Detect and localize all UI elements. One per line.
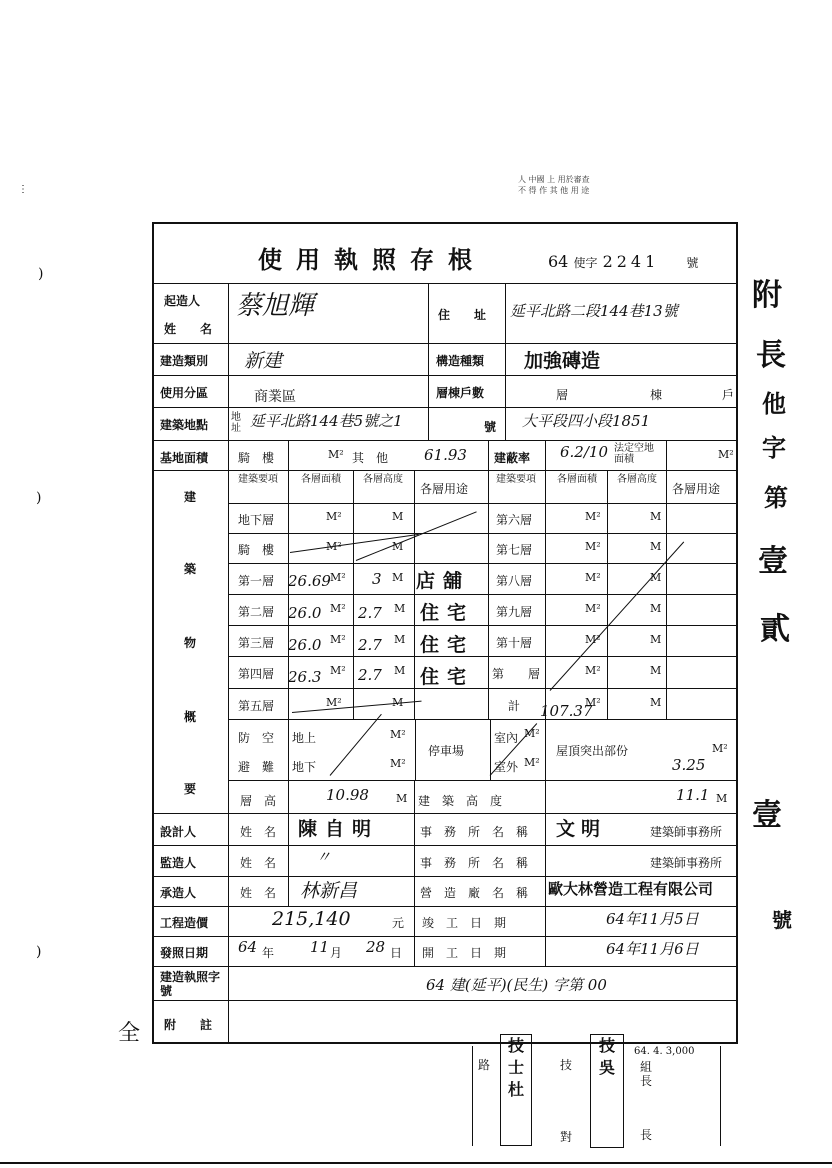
unit-m2: M² xyxy=(585,510,601,523)
unit-m2: M² xyxy=(330,633,346,646)
grid-line xyxy=(152,966,738,967)
unit-m2: M² xyxy=(390,757,406,770)
label-tech: 技 xyxy=(560,1058,573,1072)
grid-line xyxy=(152,845,738,846)
grid-line xyxy=(152,343,738,344)
architect-office-1: 建築師事務所 xyxy=(650,825,723,839)
row-f1: 第一層 xyxy=(238,574,275,588)
side-char-3: 他 xyxy=(762,389,786,418)
arcade-label: 騎 樓 xyxy=(238,451,275,465)
architect-office-2: 建築師事務所 xyxy=(650,856,723,870)
permit-year: 64 xyxy=(548,252,569,271)
grid-line xyxy=(228,283,229,1044)
unit-m2: M² xyxy=(330,571,346,584)
building-height-value: 11.1 xyxy=(676,786,710,804)
approval-stamp-2 xyxy=(590,1034,624,1148)
supervisor-name: 〃 xyxy=(316,848,332,866)
section-char-1: 建 xyxy=(184,490,197,504)
grid-line xyxy=(152,470,738,471)
grid-line xyxy=(228,688,738,689)
yuan-label: 元 xyxy=(392,916,405,930)
applicant-label: 起造人 xyxy=(164,294,201,308)
coverage-label: 建蔽率 xyxy=(494,451,531,465)
stamp-4-text: 吳 xyxy=(598,1058,615,1077)
remarks-label: 附 註 xyxy=(164,1018,213,1032)
row-arcade: 騎 樓 xyxy=(238,543,275,557)
address-label: 住 址 xyxy=(438,308,487,322)
site-area-value: 61.93 xyxy=(424,446,467,464)
unit-m2: M² xyxy=(330,664,346,677)
designer-name: 陳自明 xyxy=(298,818,380,840)
row-total: 計 xyxy=(508,699,521,713)
margin-bracket: ) xyxy=(38,266,44,282)
f4-area: 26.3 xyxy=(288,668,322,686)
name-label: 姓 名 xyxy=(164,322,213,336)
row-f5: 第五層 xyxy=(238,699,275,713)
below-label: 地下 xyxy=(292,760,317,774)
unit-m2: M² xyxy=(712,742,728,755)
unit-m2: M² xyxy=(585,696,601,709)
unit-m2: M² xyxy=(330,602,346,615)
grid-line xyxy=(228,533,738,534)
grid-line xyxy=(152,876,738,877)
margin-char: 全 xyxy=(118,1021,141,1046)
unit-m2: M² xyxy=(326,696,342,709)
margin-dot: ⋮ xyxy=(18,184,28,195)
grid-line xyxy=(152,407,738,408)
label-road: 路 xyxy=(478,1058,491,1072)
row-f8: 第八層 xyxy=(496,574,533,588)
grid-line xyxy=(228,656,738,657)
supervisor-office-label: 事 務 所 名 稱 xyxy=(420,856,529,870)
grid-line xyxy=(152,375,738,376)
stamp-line-1: 人 中國 上 用於審查 xyxy=(518,175,590,184)
side-char-5: 第 xyxy=(764,483,788,512)
section-char-3: 物 xyxy=(184,636,197,650)
f3-use: 住宅 xyxy=(420,634,475,656)
grid-line xyxy=(152,440,738,441)
f1-area: 26.69 xyxy=(288,572,331,590)
roof-projection-value: 3.25 xyxy=(672,756,706,774)
contractor-firm-label: 營 造 廠 名 稱 xyxy=(420,886,529,900)
unit-m: M xyxy=(716,792,728,805)
unit-m: M xyxy=(650,664,662,677)
grid-line xyxy=(428,283,429,440)
grid-line xyxy=(152,813,738,814)
side-char-4: 字 xyxy=(762,433,786,462)
address-value: 延平北路二段144巷13號 xyxy=(510,302,678,320)
label-head: 組長 xyxy=(640,1060,653,1088)
side-char-9: 號 xyxy=(772,908,792,932)
col-floor-height: 各層高度 xyxy=(363,474,403,485)
issue-day: 28 xyxy=(366,938,386,956)
grid-line xyxy=(228,503,738,504)
use-zone-value: 商業區 xyxy=(254,389,296,405)
side-char-6: 壹 xyxy=(758,544,788,579)
indoor-label: 室內 xyxy=(494,731,519,745)
grid-line xyxy=(288,813,289,906)
grid-line xyxy=(152,283,738,284)
floor-unit: 層 xyxy=(556,388,569,402)
bottom-date: 64. 4. 3,000 xyxy=(634,1046,695,1057)
section-char-5: 要 xyxy=(184,782,197,796)
unit-m: M xyxy=(650,540,662,553)
unit-m: M xyxy=(394,664,406,677)
designer-office: 文明 xyxy=(556,818,607,840)
section-char-4: 概 xyxy=(184,710,197,724)
parking-label: 停車場 xyxy=(428,744,465,758)
unit-m: M xyxy=(394,602,406,615)
coverage-value: 6.2/10 xyxy=(560,443,608,461)
site-area-label: 基地面積 xyxy=(160,451,209,465)
side-char-7: 貳 xyxy=(760,612,790,647)
grid-line xyxy=(152,1000,738,1001)
applicant-name: 蔡旭輝 xyxy=(236,291,315,321)
margin-bracket: ) xyxy=(36,944,42,960)
issue-day-unit: 日 xyxy=(390,946,403,960)
grid-line xyxy=(353,470,354,719)
col-floor-area: 各層面積 xyxy=(301,474,341,485)
unit-m2: M² xyxy=(390,728,406,741)
row-f6: 第六層 xyxy=(496,513,533,527)
designer-office-label: 事 務 所 名 稱 xyxy=(420,825,529,839)
row-f10: 第十層 xyxy=(496,636,533,650)
other-label: 其 他 xyxy=(352,451,389,465)
grid-line xyxy=(505,283,506,440)
story-height-value: 10.98 xyxy=(326,786,369,804)
total-area: 107.37 xyxy=(540,702,593,720)
contractor-label: 承造人 xyxy=(160,886,197,900)
unit-m2: M² xyxy=(585,633,601,646)
unit-m2: M² xyxy=(718,448,734,461)
f2-height: 2.7 xyxy=(358,604,382,622)
lot-value: 大平段四小段1851 xyxy=(522,412,651,430)
stamp-1-text: 技士 xyxy=(507,1036,524,1077)
grid-line xyxy=(228,780,738,781)
permit-char: 使字 xyxy=(573,256,598,270)
grid-line xyxy=(607,470,608,719)
unit-m: M xyxy=(396,792,408,805)
supervisor-name-label: 姓 名 xyxy=(240,856,277,870)
bottom-edge-line xyxy=(0,1162,832,1164)
building-height-label: 建 築 高 度 xyxy=(418,794,503,808)
issue-date-label: 發照日期 xyxy=(160,946,209,960)
structure-type-value: 加強磚造 xyxy=(524,350,601,372)
row-f9: 第九層 xyxy=(496,605,533,619)
contractor-firm: 歐大林營造工程有限公司 xyxy=(548,880,714,898)
permit-suffix: 號 xyxy=(686,256,699,270)
unit-m: M xyxy=(650,696,662,709)
permit-number xyxy=(548,252,698,271)
build-category-value: 新建 xyxy=(244,350,283,372)
f1-height: 3 xyxy=(372,570,382,588)
supervisor-label: 監造人 xyxy=(160,856,197,870)
f3-area: 26.0 xyxy=(288,636,322,654)
f2-area: 26.0 xyxy=(288,604,322,622)
side-char-2: 長 xyxy=(756,338,786,373)
legal-open-label: 法定空地面積 xyxy=(614,443,654,465)
grid-line xyxy=(415,719,416,780)
row-f4: 第四層 xyxy=(238,667,275,681)
build-permit-value: 64 建(延平)(民生) 字第 00 xyxy=(426,976,607,994)
col-building-items: 建築要項 xyxy=(238,474,278,485)
build-permit-label: 建造執照字號 xyxy=(160,970,221,998)
grid-line xyxy=(666,440,667,719)
use-zone-label: 使用分區 xyxy=(160,386,209,400)
unit-m: M xyxy=(394,633,406,646)
unit-m: M xyxy=(650,571,662,584)
row-f-other: 第 層 xyxy=(491,667,540,681)
grid-line xyxy=(414,780,415,967)
side-char-8: 壹 xyxy=(752,798,782,833)
unit-m: M xyxy=(392,540,404,553)
air-defense-label: 防 空 xyxy=(238,731,275,745)
unit-m2: M² xyxy=(585,571,601,584)
contractor-name-label: 姓 名 xyxy=(240,886,277,900)
section-char-2: 築 xyxy=(184,562,197,576)
contractor-name: 林新昌 xyxy=(300,880,358,902)
roof-projection-label: 屋頂突出部份 xyxy=(556,744,629,758)
cost-label: 工程造價 xyxy=(160,916,209,930)
f1-use: 店舖 xyxy=(416,570,471,592)
unit-m: M xyxy=(650,633,662,646)
row-f3: 第三層 xyxy=(238,636,275,650)
unit-m: M xyxy=(392,571,404,584)
site-location-label: 建築地點 xyxy=(160,418,209,432)
grid-line xyxy=(228,594,738,595)
grid-line xyxy=(490,719,491,780)
grid-line xyxy=(545,440,546,719)
issue-year-unit: 年 xyxy=(262,946,275,960)
unit-m2: M² xyxy=(326,510,342,523)
col-floor-use-2: 各層用途 xyxy=(672,482,721,496)
structure-type-label: 構造種類 xyxy=(436,354,485,368)
unit-m2: M² xyxy=(585,664,601,677)
col-floor-height-2: 各層高度 xyxy=(617,474,657,485)
grid-line xyxy=(288,440,289,813)
grid-line xyxy=(472,1046,473,1146)
issue-month: 11 xyxy=(310,938,330,956)
row-basement: 地下層 xyxy=(238,513,275,527)
build-category-label: 建造類別 xyxy=(160,354,209,368)
unit-m2: M² xyxy=(524,727,540,740)
f4-height: 2.7 xyxy=(358,666,382,684)
top-stamp xyxy=(518,174,773,216)
f3-height: 2.7 xyxy=(358,636,382,654)
grid-line xyxy=(228,719,738,720)
stamp-line-2: 不 得 作 其 他 用 途 xyxy=(518,186,590,195)
unit-m2: M² xyxy=(585,540,601,553)
col-floor-use: 各層用途 xyxy=(420,482,469,496)
unit-m: M xyxy=(650,602,662,615)
addr-small-label: 地址 xyxy=(231,412,241,434)
unit-m2: M² xyxy=(585,602,601,615)
start-date-label: 開 工 日 期 xyxy=(422,946,507,960)
unit-m: M xyxy=(650,510,662,523)
building-unit: 棟 xyxy=(650,388,663,402)
grid-line xyxy=(414,470,415,719)
col-floor-area-2: 各層面積 xyxy=(557,474,597,485)
label-check: 對 xyxy=(560,1130,573,1144)
stamp-3-text: 技 xyxy=(598,1036,615,1055)
above-label: 地上 xyxy=(292,731,317,745)
f4-use: 住宅 xyxy=(420,666,475,688)
unit-m2: M² xyxy=(524,756,540,769)
designer-label: 設計人 xyxy=(160,825,197,839)
grid-line xyxy=(720,1046,721,1146)
unit-m: M xyxy=(392,510,404,523)
stamp-2-text: 杜 xyxy=(507,1080,524,1099)
f2-use: 住宅 xyxy=(420,602,475,624)
lot-label: 號 xyxy=(484,420,497,434)
shelter-label: 避 難 xyxy=(238,760,275,774)
site-location-value: 延平北路144巷5號之1 xyxy=(250,412,403,430)
unit-m2: M² xyxy=(326,540,342,553)
completion-label: 竣 工 日 期 xyxy=(422,916,507,930)
cost-value: 215,140 xyxy=(272,908,351,930)
label-head-2: 長 xyxy=(640,1128,653,1142)
issue-month-unit: 月 xyxy=(330,946,343,960)
side-char-1: 附 xyxy=(752,278,782,313)
row-f2: 第二層 xyxy=(238,605,275,619)
unit-m2: M² xyxy=(328,448,344,461)
floors-units-label: 層棟戶數 xyxy=(436,386,485,400)
grid-line xyxy=(152,936,738,937)
form-title: 使用執照存根 xyxy=(258,245,486,274)
start-date-value: 64年11月6日 xyxy=(606,940,699,958)
outdoor-label: 室外 xyxy=(494,760,519,774)
margin-bracket: ) xyxy=(36,490,42,506)
story-height-label: 層 高 xyxy=(240,794,277,808)
issue-year: 64 xyxy=(238,938,258,956)
grid-line xyxy=(228,625,738,626)
permit-num-value: 2241 xyxy=(602,252,660,271)
completion-value: 64年11月5日 xyxy=(606,910,699,928)
grid-line xyxy=(152,906,738,907)
approval-stamp-1 xyxy=(500,1034,532,1146)
row-f7: 第七層 xyxy=(496,543,533,557)
designer-name-label: 姓 名 xyxy=(240,825,277,839)
grid-line xyxy=(545,719,546,780)
col-building-items-2: 建築要項 xyxy=(496,474,536,485)
unit-m: M xyxy=(392,696,404,709)
household-unit: 戶 xyxy=(722,388,735,402)
grid-line xyxy=(545,780,546,967)
